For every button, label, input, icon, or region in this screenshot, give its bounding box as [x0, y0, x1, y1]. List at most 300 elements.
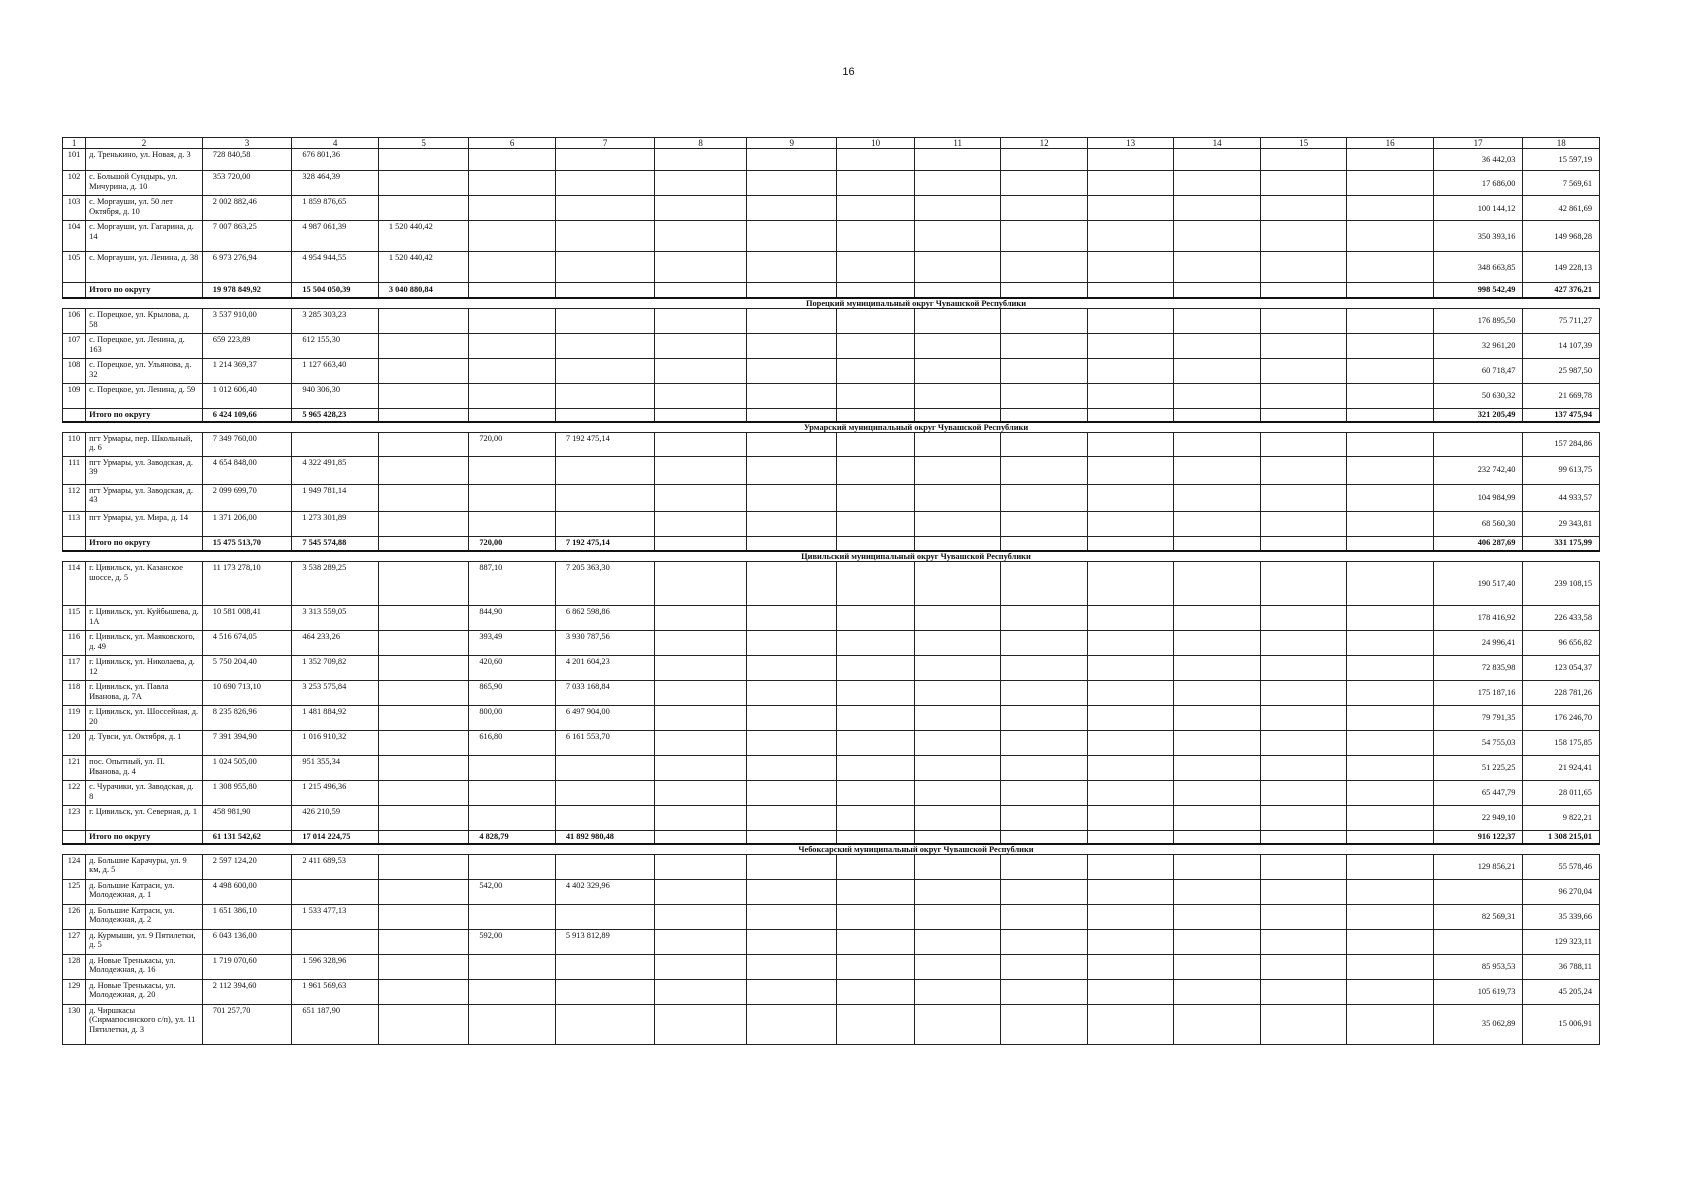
amount-cell-col-9: [746, 606, 837, 631]
amount-cell-col-4: 612 155,30: [292, 333, 379, 358]
amount-cell-col-15: [1260, 879, 1347, 904]
amount-cell-col-18: 149 968,28: [1523, 221, 1600, 252]
amount-cell-col-16: [1347, 831, 1434, 844]
amount-cell-col-9: [746, 979, 837, 1004]
amount-cell-col-10: [837, 149, 914, 171]
amount-cell-col-5: 3 040 880,84: [378, 283, 469, 298]
amount-cell-col-7: [555, 756, 655, 781]
address-cell: пос. Опытный, ул. П. Иванова, д. 4: [86, 756, 203, 781]
amount-cell-col-5: [378, 408, 469, 421]
amount-cell-col-17: 22 949,10: [1433, 806, 1523, 831]
amount-cell-col-9: [746, 562, 837, 606]
table-row: [63, 1004, 1600, 1044]
amount-cell-col-9: [746, 854, 837, 879]
column-number-3: 3: [202, 138, 292, 149]
amount-cell-col-15: [1260, 831, 1347, 844]
amount-cell-col-17: 190 517,40: [1433, 562, 1523, 606]
amount-cell-col-5: [378, 432, 469, 456]
amount-cell-col-13: [1087, 308, 1174, 333]
column-number-header: [63, 138, 1600, 149]
amount-cell-col-16: [1347, 562, 1434, 606]
amount-cell-col-6: 887,10: [469, 562, 556, 606]
amount-cell-col-3: 2 099 699,70: [202, 484, 292, 511]
amount-cell-col-6: [469, 806, 556, 831]
amount-cell-col-17: [1433, 879, 1523, 904]
amount-cell-col-3: 6 973 276,94: [202, 252, 292, 283]
amount-cell-col-10: [837, 408, 914, 421]
amount-cell-col-3: 1 012 606,40: [202, 383, 292, 408]
amount-cell-col-11: [914, 308, 1001, 333]
amount-cell-col-17: 321 205,49: [1433, 408, 1523, 421]
amount-cell-col-13: [1087, 854, 1174, 879]
amount-cell-col-3: 1 214 369,37: [202, 358, 292, 383]
column-number-16: 16: [1347, 138, 1434, 149]
amount-cell-col-18: 75 711,27: [1523, 308, 1600, 333]
table-row: [63, 456, 1600, 484]
amount-cell-col-17: 24 996,41: [1433, 631, 1523, 656]
amount-cell-col-12: [1001, 756, 1088, 781]
address-cell: с. Порецкое, ул. Ленина, д. 59: [86, 383, 203, 408]
amount-cell-col-11: [914, 149, 1001, 171]
amount-cell-col-13: [1087, 756, 1174, 781]
amount-cell-col-18: 35 339,66: [1523, 904, 1600, 929]
amount-cell-col-18: 28 011,65: [1523, 781, 1600, 806]
amount-cell-col-9: [746, 171, 837, 196]
amount-cell-col-3: 19 978 849,92: [202, 283, 292, 298]
amount-cell-col-13: [1087, 954, 1174, 979]
amount-cell-col-14: [1174, 536, 1261, 551]
amount-cell-col-8: [655, 536, 747, 551]
amount-cell-col-5: 1 520 440,42: [378, 221, 469, 252]
amount-cell-col-17: 68 560,30: [1433, 511, 1523, 536]
column-number-2: 2: [86, 138, 203, 149]
amount-cell-col-16: [1347, 383, 1434, 408]
address-cell: д. Большие Катраси, ул. Молодежная, д. 1: [86, 879, 203, 904]
amount-cell-col-8: [655, 252, 747, 283]
amount-cell-col-16: [1347, 681, 1434, 706]
amount-cell-col-18: 21 924,41: [1523, 756, 1600, 781]
amount-cell-col-17: 17 686,00: [1433, 171, 1523, 196]
amount-cell-col-14: [1174, 432, 1261, 456]
amount-cell-col-5: [378, 484, 469, 511]
amount-cell-col-12: [1001, 511, 1088, 536]
amount-cell-col-12: [1001, 831, 1088, 844]
amount-cell-col-7: 7 033 168,84: [555, 681, 655, 706]
amount-cell-col-13: [1087, 536, 1174, 551]
table-row: [63, 954, 1600, 979]
amount-cell-col-6: 800,00: [469, 706, 556, 731]
amount-cell-col-4: 4 987 061,39: [292, 221, 379, 252]
amount-cell-col-10: [837, 606, 914, 631]
table-row: [63, 681, 1600, 706]
amount-cell-col-4: 15 504 050,39: [292, 283, 379, 298]
amount-cell-col-14: [1174, 308, 1261, 333]
amount-cell-col-7: [555, 358, 655, 383]
total-label-cell: Итого по округу: [86, 831, 203, 844]
amount-cell-col-12: [1001, 383, 1088, 408]
amount-cell-col-17: 348 663,85: [1433, 252, 1523, 283]
amount-cell-col-18: 42 861,69: [1523, 196, 1600, 221]
amount-cell-col-16: [1347, 358, 1434, 383]
amount-cell-col-12: [1001, 196, 1088, 221]
amount-cell-col-16: [1347, 756, 1434, 781]
district-section-header: [63, 844, 1600, 855]
amount-cell-col-13: [1087, 562, 1174, 606]
amount-cell-col-17: 54 755,03: [1433, 731, 1523, 756]
amount-cell-col-5: [378, 706, 469, 731]
amount-cell-col-11: [914, 631, 1001, 656]
amount-cell-col-17: [1433, 929, 1523, 954]
amount-cell-col-16: [1347, 904, 1434, 929]
column-number-10: 10: [837, 138, 914, 149]
amount-cell-col-5: [378, 731, 469, 756]
amount-cell-col-13: [1087, 879, 1174, 904]
amount-cell-col-10: [837, 756, 914, 781]
amount-cell-col-9: [746, 252, 837, 283]
amount-cell-col-5: [378, 511, 469, 536]
amount-cell-col-4: 1 273 301,89: [292, 511, 379, 536]
amount-cell-col-6: [469, 196, 556, 221]
amount-cell-col-3: 701 257,70: [202, 1004, 292, 1044]
amount-cell-col-4: 17 014 224,75: [292, 831, 379, 844]
amount-cell-col-15: [1260, 1004, 1347, 1044]
amount-cell-col-5: [378, 756, 469, 781]
amount-cell-col-9: [746, 456, 837, 484]
address-cell: г. Цивильск, ул. Северная, д. 1: [86, 806, 203, 831]
amount-cell-col-10: [837, 681, 914, 706]
amount-cell-col-14: [1174, 929, 1261, 954]
amount-cell-col-6: [469, 1004, 556, 1044]
address-cell: д. Большие Карачуры, ул. 9 км, д. 5: [86, 854, 203, 879]
amount-cell-col-7: 5 913 812,89: [555, 929, 655, 954]
amount-cell-col-14: [1174, 806, 1261, 831]
amount-cell-col-8: [655, 681, 747, 706]
amount-cell-col-10: [837, 308, 914, 333]
table-row: [63, 432, 1600, 456]
amount-cell-col-13: [1087, 283, 1174, 298]
column-number-17: 17: [1433, 138, 1523, 149]
row-number-cell: 104: [63, 221, 86, 252]
amount-cell-col-11: [914, 756, 1001, 781]
amount-cell-col-5: [378, 831, 469, 844]
amount-cell-col-12: [1001, 171, 1088, 196]
amount-cell-col-7: [555, 979, 655, 1004]
amount-cell-col-16: [1347, 1004, 1434, 1044]
amount-cell-col-8: [655, 432, 747, 456]
amount-cell-col-12: [1001, 731, 1088, 756]
amount-cell-col-16: [1347, 706, 1434, 731]
amount-cell-col-8: [655, 383, 747, 408]
amount-cell-col-12: [1001, 484, 1088, 511]
amount-cell-col-8: [655, 511, 747, 536]
amount-cell-col-13: [1087, 196, 1174, 221]
amount-cell-col-7: [555, 1004, 655, 1044]
amount-cell-col-17: 79 791,35: [1433, 706, 1523, 731]
amount-cell-col-15: [1260, 432, 1347, 456]
amount-cell-col-17: 998 542,49: [1433, 283, 1523, 298]
amount-cell-col-8: [655, 954, 747, 979]
amount-cell-col-4: 3 285 303,23: [292, 308, 379, 333]
row-number-cell: 122: [63, 781, 86, 806]
amount-cell-col-5: [378, 681, 469, 706]
amount-cell-col-18: 1 308 215,01: [1523, 831, 1600, 844]
amount-cell-col-14: [1174, 149, 1261, 171]
amount-cell-col-7: [555, 806, 655, 831]
amount-cell-col-14: [1174, 979, 1261, 1004]
amount-cell-col-14: [1174, 456, 1261, 484]
amount-cell-col-6: [469, 252, 556, 283]
amount-cell-col-10: [837, 484, 914, 511]
table-row: [63, 756, 1600, 781]
table-row: [63, 706, 1600, 731]
amount-cell-col-14: [1174, 904, 1261, 929]
row-number-cell: 123: [63, 806, 86, 831]
amount-cell-col-5: [378, 954, 469, 979]
amount-cell-col-16: [1347, 171, 1434, 196]
amount-cell-col-13: [1087, 333, 1174, 358]
district-section-header: [63, 298, 1600, 309]
amount-cell-col-11: [914, 171, 1001, 196]
amount-cell-col-13: [1087, 631, 1174, 656]
amount-cell-col-15: [1260, 631, 1347, 656]
amount-cell-col-17: 82 569,31: [1433, 904, 1523, 929]
table-row: [63, 781, 1600, 806]
address-cell: г. Цивильск, ул. Куйбышева, д. 1А: [86, 606, 203, 631]
amount-cell-col-13: [1087, 171, 1174, 196]
column-number-18: 18: [1523, 138, 1600, 149]
address-cell: с. Большой Сундырь, ул. Мичурина, д. 10: [86, 171, 203, 196]
amount-cell-col-3: 1 719 070,60: [202, 954, 292, 979]
amount-cell-col-15: [1260, 484, 1347, 511]
amount-cell-col-11: [914, 283, 1001, 298]
amount-cell-col-17: 51 225,25: [1433, 756, 1523, 781]
amount-cell-col-10: [837, 562, 914, 606]
amount-cell-col-15: [1260, 252, 1347, 283]
address-cell: с. Порецкое, ул. Крылова, д. 58: [86, 308, 203, 333]
amount-cell-col-10: [837, 511, 914, 536]
amount-cell-col-5: [378, 606, 469, 631]
amount-cell-col-3: 1 308 955,80: [202, 781, 292, 806]
amount-cell-col-7: [555, 781, 655, 806]
row-number-cell: 109: [63, 383, 86, 408]
amount-cell-col-10: [837, 731, 914, 756]
address-cell: д. Новые Тренькасы, ул. Молодежная, д. 20: [86, 979, 203, 1004]
amount-cell-col-15: [1260, 196, 1347, 221]
amount-cell-col-18: 29 343,81: [1523, 511, 1600, 536]
amount-cell-col-15: [1260, 854, 1347, 879]
district-section-title: Порецкий муниципальный округ Чувашской Республики: [805, 298, 1027, 308]
amount-cell-col-6: [469, 333, 556, 358]
column-number-14: 14: [1174, 138, 1261, 149]
amount-cell-col-10: [837, 879, 914, 904]
amount-cell-col-3: 15 475 513,70: [202, 536, 292, 551]
amount-cell-col-4: 1 215 496,36: [292, 781, 379, 806]
row-number-cell: 119: [63, 706, 86, 731]
amount-cell-col-14: [1174, 383, 1261, 408]
table-row: [63, 606, 1600, 631]
table-row: [63, 562, 1600, 606]
amount-cell-col-5: [378, 806, 469, 831]
amount-cell-col-13: [1087, 1004, 1174, 1044]
amount-cell-col-15: [1260, 781, 1347, 806]
amount-cell-col-3: 7 349 760,00: [202, 432, 292, 456]
amount-cell-col-13: [1087, 831, 1174, 844]
amount-cell-col-6: 4 828,79: [469, 831, 556, 844]
amount-cell-col-14: [1174, 831, 1261, 844]
amount-cell-col-3: 7 007 863,25: [202, 221, 292, 252]
column-number-6: 6: [469, 138, 556, 149]
amount-cell-col-10: [837, 283, 914, 298]
amount-cell-col-7: 7 192 475,14: [555, 536, 655, 551]
amount-cell-col-4: [292, 432, 379, 456]
amount-cell-col-6: [469, 383, 556, 408]
amount-cell-col-10: [837, 831, 914, 844]
amount-cell-col-7: 7 192 475,14: [555, 432, 655, 456]
page-number: 16: [842, 66, 855, 78]
amount-cell-col-15: [1260, 706, 1347, 731]
amount-cell-col-6: [469, 171, 556, 196]
amount-cell-col-9: [746, 904, 837, 929]
amount-cell-col-5: [378, 631, 469, 656]
amount-cell-col-17: 36 442,03: [1433, 149, 1523, 171]
amount-cell-col-14: [1174, 196, 1261, 221]
column-number-5: 5: [378, 138, 469, 149]
amount-cell-col-15: [1260, 756, 1347, 781]
amount-cell-col-6: [469, 408, 556, 421]
amount-cell-col-17: 85 953,53: [1433, 954, 1523, 979]
amount-cell-col-11: [914, 252, 1001, 283]
amount-cell-col-4: 1 949 781,14: [292, 484, 379, 511]
amount-cell-col-15: [1260, 171, 1347, 196]
district-total-row: [63, 283, 1600, 298]
amount-cell-col-4: 3 253 575,84: [292, 681, 379, 706]
amount-cell-col-7: 6 161 553,70: [555, 731, 655, 756]
amount-cell-col-9: [746, 681, 837, 706]
table-row: [63, 383, 1600, 408]
row-number-cell: 125: [63, 879, 86, 904]
amount-cell-col-10: [837, 333, 914, 358]
amount-cell-col-3: 4 654 848,00: [202, 456, 292, 484]
amount-cell-col-8: [655, 1004, 747, 1044]
amount-cell-col-16: [1347, 781, 1434, 806]
amount-cell-col-5: [378, 879, 469, 904]
total-label-cell: Итого по округу: [86, 408, 203, 421]
amount-cell-col-8: [655, 631, 747, 656]
row-number-cell: 127: [63, 929, 86, 954]
amount-cell-col-17: 406 287,69: [1433, 536, 1523, 551]
amount-cell-col-13: [1087, 806, 1174, 831]
amount-cell-col-14: [1174, 879, 1261, 904]
amount-cell-col-6: [469, 904, 556, 929]
amount-cell-col-14: [1174, 854, 1261, 879]
amount-cell-col-7: [555, 511, 655, 536]
amount-cell-col-4: 4 322 491,85: [292, 456, 379, 484]
amount-cell-col-14: [1174, 484, 1261, 511]
amount-cell-col-11: [914, 333, 1001, 358]
amount-cell-col-16: [1347, 656, 1434, 681]
amount-cell-col-14: [1174, 731, 1261, 756]
amount-cell-col-12: [1001, 656, 1088, 681]
amount-cell-col-3: 10 581 008,41: [202, 606, 292, 631]
amount-cell-col-12: [1001, 562, 1088, 606]
amount-cell-col-16: [1347, 432, 1434, 456]
amount-cell-col-11: [914, 854, 1001, 879]
table-row: [63, 854, 1600, 879]
amount-cell-col-11: [914, 358, 1001, 383]
amount-cell-col-4: 1 859 876,65: [292, 196, 379, 221]
amount-cell-col-13: [1087, 606, 1174, 631]
amount-cell-col-6: 720,00: [469, 536, 556, 551]
address-cell: с. Моргауши, ул. 50 лет Октября, д. 10: [86, 196, 203, 221]
amount-cell-col-3: 728 840,58: [202, 149, 292, 171]
amount-cell-col-11: [914, 1004, 1001, 1044]
amount-cell-col-11: [914, 904, 1001, 929]
amount-cell-col-9: [746, 511, 837, 536]
amount-cell-col-4: [292, 929, 379, 954]
amount-cell-col-4: 1 127 663,40: [292, 358, 379, 383]
amount-cell-col-14: [1174, 511, 1261, 536]
amount-cell-col-5: [378, 929, 469, 954]
amount-cell-col-9: [746, 536, 837, 551]
amount-cell-col-15: [1260, 606, 1347, 631]
amount-cell-col-12: [1001, 1004, 1088, 1044]
amount-cell-col-6: [469, 979, 556, 1004]
amount-cell-col-17: 105 619,73: [1433, 979, 1523, 1004]
amount-cell-col-3: 8 235 826,96: [202, 706, 292, 731]
amount-cell-col-16: [1347, 196, 1434, 221]
row-number-cell: 128: [63, 954, 86, 979]
amount-cell-col-8: [655, 806, 747, 831]
amount-cell-col-6: [469, 358, 556, 383]
amount-cell-col-4: 464 233,26: [292, 631, 379, 656]
amount-cell-col-4: 1 481 884,92: [292, 706, 379, 731]
amount-cell-col-12: [1001, 879, 1088, 904]
address-cell: пгт Урмары, ул. Мира, д. 14: [86, 511, 203, 536]
amount-cell-col-6: 844,90: [469, 606, 556, 631]
amount-cell-col-8: [655, 171, 747, 196]
amount-cell-col-11: [914, 562, 1001, 606]
amount-cell-col-6: [469, 781, 556, 806]
amount-cell-col-10: [837, 904, 914, 929]
amount-cell-col-15: [1260, 979, 1347, 1004]
amount-cell-col-17: 100 144,12: [1433, 196, 1523, 221]
amount-cell-col-15: [1260, 929, 1347, 954]
table-row: [63, 904, 1600, 929]
amount-cell-col-13: [1087, 681, 1174, 706]
amount-cell-col-11: [914, 196, 1001, 221]
address-cell: г. Цивильск, ул. Казанское шоссе, д. 5: [86, 562, 203, 606]
amount-cell-col-13: [1087, 383, 1174, 408]
table-row: [63, 979, 1600, 1004]
address-cell: д. Курмыши, ул. 9 Пятилетки, д. 5: [86, 929, 203, 954]
amount-cell-col-4: 1 016 910,32: [292, 731, 379, 756]
amount-cell-col-17: 232 742,40: [1433, 456, 1523, 484]
amount-cell-col-17: 104 984,99: [1433, 484, 1523, 511]
amount-cell-col-17: 176 895,50: [1433, 308, 1523, 333]
amount-cell-col-6: [469, 308, 556, 333]
amount-cell-col-18: 15 006,91: [1523, 1004, 1600, 1044]
amount-cell-col-12: [1001, 536, 1088, 551]
amount-cell-col-13: [1087, 511, 1174, 536]
amount-cell-col-10: [837, 171, 914, 196]
amount-cell-col-9: [746, 831, 837, 844]
amount-cell-col-7: [555, 333, 655, 358]
amount-cell-col-10: [837, 781, 914, 806]
amount-cell-col-10: [837, 929, 914, 954]
amount-cell-col-10: [837, 656, 914, 681]
amount-cell-col-18: 149 228,13: [1523, 252, 1600, 283]
amount-cell-col-17: 175 187,16: [1433, 681, 1523, 706]
